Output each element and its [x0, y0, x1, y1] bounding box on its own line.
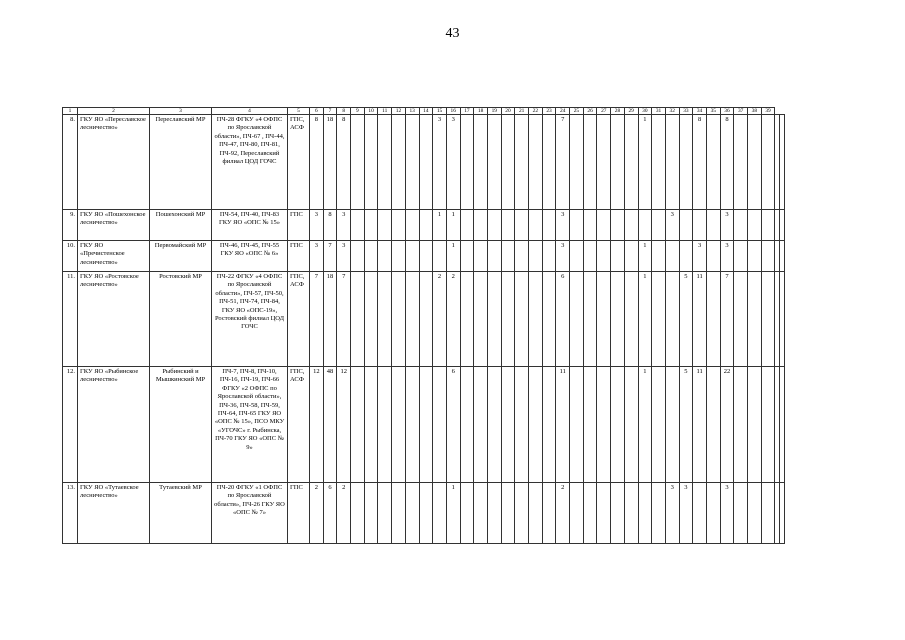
- row-number: 10.: [63, 241, 78, 272]
- column-number: 6: [310, 108, 324, 115]
- value-cell: [624, 241, 638, 272]
- value-cell: [761, 115, 775, 210]
- value-cell: [679, 115, 693, 210]
- value-cell: [501, 241, 515, 272]
- value-cell: [652, 367, 666, 483]
- organization-cell: ГКУ ЯО «Рыбинское лесничество»: [78, 367, 150, 483]
- value-cell: [392, 483, 406, 544]
- value-cell: 5: [679, 272, 693, 367]
- value-cell: [419, 483, 433, 544]
- value-cell: [624, 483, 638, 544]
- column-number: 13: [405, 108, 419, 115]
- value-cell: [351, 483, 365, 544]
- district-cell: Ростовский МР: [150, 272, 212, 367]
- column-number: 25: [570, 108, 584, 115]
- value-cell: 2: [310, 483, 324, 544]
- value-cell: [693, 210, 707, 241]
- value-cell: 3: [310, 210, 324, 241]
- column-number: 26: [583, 108, 597, 115]
- table-row: [63, 367, 785, 483]
- column-number: 18: [474, 108, 488, 115]
- value-cell: [474, 367, 488, 483]
- column-number: 1: [63, 108, 78, 115]
- value-cell: [611, 210, 625, 241]
- row-number: 9.: [63, 210, 78, 241]
- value-cell: [378, 210, 392, 241]
- column-number: 27: [597, 108, 611, 115]
- value-cell: [542, 241, 556, 272]
- value-cell: [474, 210, 488, 241]
- value-cell: [419, 367, 433, 483]
- value-cell: 7: [310, 272, 324, 367]
- value-cell: [364, 115, 378, 210]
- table-row: [63, 115, 785, 210]
- value-cell: [474, 115, 488, 210]
- value-cell: [570, 367, 584, 483]
- value-cell: [652, 115, 666, 210]
- column-number: 14: [419, 108, 433, 115]
- value-cell: [780, 367, 785, 483]
- service-type-cell: ГПС, АСФ: [288, 272, 310, 367]
- value-cell: 2: [337, 483, 351, 544]
- value-cell: [597, 241, 611, 272]
- value-cell: [570, 241, 584, 272]
- fire-units-cell: ПЧ-22 ФГКУ «4 ОФПС по Ярославской области», ПЧ-57, ПЧ-50, ПЧ-51, ПЧ-74, ПЧ-84, ГКУ ЯО «ОПС-19», Ростовский филиал ЦОД ГОЧС: [212, 272, 288, 367]
- value-cell: [583, 483, 597, 544]
- value-cell: [364, 272, 378, 367]
- value-cell: [515, 241, 529, 272]
- column-number: 37: [734, 108, 748, 115]
- value-cell: [761, 272, 775, 367]
- service-type-cell: ГПС: [288, 483, 310, 544]
- value-cell: [529, 115, 543, 210]
- value-cell: 6: [446, 367, 460, 483]
- value-cell: 11: [556, 367, 570, 483]
- value-cell: [761, 367, 775, 483]
- value-cell: 7: [556, 115, 570, 210]
- column-number: 33: [679, 108, 693, 115]
- service-type-cell: ГПС, АСФ: [288, 367, 310, 483]
- value-cell: [570, 210, 584, 241]
- value-cell: [734, 115, 748, 210]
- value-cell: 3: [693, 241, 707, 272]
- value-cell: [487, 367, 501, 483]
- value-cell: [364, 241, 378, 272]
- value-cell: [748, 241, 762, 272]
- column-number: 8: [337, 108, 351, 115]
- column-number: 10: [364, 108, 378, 115]
- value-cell: 3: [665, 210, 679, 241]
- value-cell: 3: [446, 115, 460, 210]
- column-number: 38: [748, 108, 762, 115]
- value-cell: [693, 483, 707, 544]
- value-cell: 22: [720, 367, 734, 483]
- value-cell: [392, 115, 406, 210]
- value-cell: [392, 210, 406, 241]
- value-cell: [433, 483, 447, 544]
- value-cell: [364, 367, 378, 483]
- value-cell: [419, 241, 433, 272]
- value-cell: 2: [433, 272, 447, 367]
- value-cell: [706, 115, 720, 210]
- value-cell: [542, 272, 556, 367]
- value-cell: 7: [323, 241, 337, 272]
- value-cell: [529, 210, 543, 241]
- value-cell: [665, 367, 679, 483]
- value-cell: 1: [638, 272, 652, 367]
- column-number: 39: [761, 108, 775, 115]
- value-cell: 8: [323, 210, 337, 241]
- value-cell: [405, 210, 419, 241]
- column-number: 30: [638, 108, 652, 115]
- district-cell: Рыбинский и Мышкинский МР: [150, 367, 212, 483]
- value-cell: [405, 483, 419, 544]
- value-cell: [597, 210, 611, 241]
- column-number: 2: [78, 108, 150, 115]
- column-number: 36: [720, 108, 734, 115]
- value-cell: 1: [638, 241, 652, 272]
- value-cell: [597, 115, 611, 210]
- value-cell: 8: [720, 115, 734, 210]
- value-cell: [761, 241, 775, 272]
- value-cell: 1: [433, 210, 447, 241]
- value-cell: [460, 367, 474, 483]
- value-cell: [611, 115, 625, 210]
- value-cell: [706, 210, 720, 241]
- value-cell: 48: [323, 367, 337, 483]
- column-number-row: [63, 108, 785, 115]
- organization-cell: ГКУ ЯО «Переславское лесничество»: [78, 115, 150, 210]
- value-cell: [583, 115, 597, 210]
- value-cell: [624, 210, 638, 241]
- value-cell: [378, 241, 392, 272]
- value-cell: [611, 241, 625, 272]
- value-cell: [734, 272, 748, 367]
- value-cell: [542, 483, 556, 544]
- value-cell: [652, 241, 666, 272]
- column-number: 9: [351, 108, 365, 115]
- row-number: 8.: [63, 115, 78, 210]
- value-cell: [706, 272, 720, 367]
- value-cell: [611, 483, 625, 544]
- value-cell: [405, 115, 419, 210]
- value-cell: [706, 367, 720, 483]
- value-cell: [433, 367, 447, 483]
- value-cell: 5: [679, 367, 693, 483]
- value-cell: [597, 483, 611, 544]
- column-number: 23: [542, 108, 556, 115]
- value-cell: [611, 272, 625, 367]
- value-cell: [405, 367, 419, 483]
- value-cell: 7: [337, 272, 351, 367]
- value-cell: [780, 241, 785, 272]
- value-cell: [515, 115, 529, 210]
- row-number: 13.: [63, 483, 78, 544]
- value-cell: [583, 210, 597, 241]
- value-cell: [515, 272, 529, 367]
- column-number: 24: [556, 108, 570, 115]
- organization-cell: ГКУ ЯО «Ростовское лесничество»: [78, 272, 150, 367]
- value-cell: [433, 241, 447, 272]
- value-cell: [364, 210, 378, 241]
- value-cell: [542, 367, 556, 483]
- value-cell: [665, 241, 679, 272]
- value-cell: [597, 367, 611, 483]
- column-number: 3: [150, 108, 212, 115]
- value-cell: [652, 272, 666, 367]
- value-cell: [624, 272, 638, 367]
- value-cell: [351, 210, 365, 241]
- column-number: 15: [433, 108, 447, 115]
- fire-units-cell: ПЧ-28 ФГКУ «4 ОФПС по Ярославской области», ПЧ-67 , ПЧ-44, ПЧ-47, ПЧ-80, ПЧ-81, ПЧ-92, Переславский филиал ЦОД ГОЧС: [212, 115, 288, 210]
- service-type-cell: ГПС: [288, 241, 310, 272]
- value-cell: 3: [337, 210, 351, 241]
- value-cell: [665, 272, 679, 367]
- value-cell: [638, 210, 652, 241]
- value-cell: 8: [310, 115, 324, 210]
- value-cell: [501, 272, 515, 367]
- page-number: 43: [445, 26, 460, 41]
- value-cell: [734, 367, 748, 483]
- table-row: [63, 272, 785, 367]
- value-cell: [515, 483, 529, 544]
- value-cell: [378, 367, 392, 483]
- column-number: 17: [460, 108, 474, 115]
- value-cell: [780, 272, 785, 367]
- value-cell: [583, 367, 597, 483]
- value-cell: 18: [323, 272, 337, 367]
- value-cell: [460, 241, 474, 272]
- value-cell: [501, 115, 515, 210]
- value-cell: 3: [433, 115, 447, 210]
- value-cell: [748, 210, 762, 241]
- value-cell: 3: [556, 210, 570, 241]
- row-number: 12.: [63, 367, 78, 483]
- value-cell: [570, 483, 584, 544]
- value-cell: [780, 115, 785, 210]
- value-cell: [706, 241, 720, 272]
- value-cell: 1: [446, 241, 460, 272]
- column-number: 29: [624, 108, 638, 115]
- value-cell: [748, 367, 762, 483]
- value-cell: [734, 210, 748, 241]
- value-cell: [487, 115, 501, 210]
- organization-cell: ГКУ ЯО «Пошехонское лесничество»: [78, 210, 150, 241]
- value-cell: 6: [556, 272, 570, 367]
- value-cell: [392, 241, 406, 272]
- value-cell: [638, 483, 652, 544]
- column-number: 11: [378, 108, 392, 115]
- row-number: 11.: [63, 272, 78, 367]
- value-cell: 1: [638, 367, 652, 483]
- value-cell: [665, 115, 679, 210]
- value-cell: 8: [337, 115, 351, 210]
- value-cell: [748, 483, 762, 544]
- table-row: [63, 210, 785, 241]
- value-cell: [542, 210, 556, 241]
- value-cell: [474, 483, 488, 544]
- value-cell: [570, 272, 584, 367]
- value-cell: 3: [720, 483, 734, 544]
- column-number: 4: [212, 108, 288, 115]
- column-number: 7: [323, 108, 337, 115]
- value-cell: 3: [556, 241, 570, 272]
- value-cell: [419, 272, 433, 367]
- value-cell: [624, 115, 638, 210]
- value-cell: [474, 272, 488, 367]
- value-cell: [351, 272, 365, 367]
- value-cell: [583, 241, 597, 272]
- value-cell: [761, 483, 775, 544]
- value-cell: [460, 272, 474, 367]
- value-cell: [460, 483, 474, 544]
- value-cell: 8: [693, 115, 707, 210]
- value-cell: [515, 210, 529, 241]
- value-cell: [652, 483, 666, 544]
- column-number: 32: [665, 108, 679, 115]
- value-cell: [351, 241, 365, 272]
- column-number: 28: [611, 108, 625, 115]
- value-cell: [780, 210, 785, 241]
- value-cell: 3: [665, 483, 679, 544]
- value-cell: [501, 367, 515, 483]
- fire-units-cell: ПЧ-20 ФГКУ «1 ОФПС по Ярославской области», ПЧ-26 ГКУ ЯО «ОПС № 7»: [212, 483, 288, 544]
- service-type-cell: ГПС: [288, 210, 310, 241]
- value-cell: [392, 272, 406, 367]
- value-cell: [460, 115, 474, 210]
- column-number: 21: [515, 108, 529, 115]
- value-cell: [392, 367, 406, 483]
- value-cell: [487, 272, 501, 367]
- value-cell: [679, 241, 693, 272]
- value-cell: 1: [446, 210, 460, 241]
- value-cell: [679, 210, 693, 241]
- value-cell: [351, 115, 365, 210]
- value-cell: [501, 210, 515, 241]
- value-cell: 2: [556, 483, 570, 544]
- value-cell: [487, 210, 501, 241]
- organization-cell: ГКУ ЯО «Тутаевское лесничество»: [78, 483, 150, 544]
- column-number: 5: [288, 108, 310, 115]
- value-cell: [734, 241, 748, 272]
- value-cell: [460, 210, 474, 241]
- table-row: [63, 241, 785, 272]
- value-cell: [405, 241, 419, 272]
- value-cell: 2: [446, 272, 460, 367]
- column-number: 34: [693, 108, 707, 115]
- value-cell: [351, 367, 365, 483]
- value-cell: [515, 367, 529, 483]
- value-cell: [706, 483, 720, 544]
- value-cell: [419, 210, 433, 241]
- value-cell: [378, 483, 392, 544]
- value-cell: 7: [720, 272, 734, 367]
- column-number: 31: [652, 108, 666, 115]
- value-cell: 3: [679, 483, 693, 544]
- value-cell: [529, 483, 543, 544]
- value-cell: [529, 367, 543, 483]
- column-number: 19: [487, 108, 501, 115]
- value-cell: 3: [310, 241, 324, 272]
- value-cell: 1: [638, 115, 652, 210]
- district-cell: Тутаевский МР: [150, 483, 212, 544]
- fire-units-cell: ПЧ-46, ПЧ-45, ПЧ-55 ГКУ ЯО «ОПС № 6»: [212, 241, 288, 272]
- value-cell: [529, 272, 543, 367]
- value-cell: [405, 272, 419, 367]
- value-cell: 3: [720, 241, 734, 272]
- value-cell: [474, 241, 488, 272]
- value-cell: [734, 483, 748, 544]
- value-cell: [542, 115, 556, 210]
- district-cell: Переславский МР: [150, 115, 212, 210]
- column-number: 20: [501, 108, 515, 115]
- value-cell: 3: [337, 241, 351, 272]
- value-cell: [570, 115, 584, 210]
- value-cell: [597, 272, 611, 367]
- organization-cell: ГКУ ЯО «Пречистенское лесничество»: [78, 241, 150, 272]
- value-cell: 12: [337, 367, 351, 483]
- column-number: 22: [529, 108, 543, 115]
- value-cell: [652, 210, 666, 241]
- value-cell: 18: [323, 115, 337, 210]
- value-cell: [378, 115, 392, 210]
- value-cell: [748, 272, 762, 367]
- value-cell: [529, 241, 543, 272]
- value-cell: [487, 483, 501, 544]
- district-cell: Первомайский МР: [150, 241, 212, 272]
- value-cell: [583, 272, 597, 367]
- value-cell: 1: [446, 483, 460, 544]
- fire-units-cell: ПЧ-54, ПЧ-40, ПЧ-83 ГКУ ЯО «ОПС № 15»: [212, 210, 288, 241]
- column-number: 12: [392, 108, 406, 115]
- table-row: [63, 483, 785, 544]
- fire-units-cell: ПЧ-7, ПЧ-8, ПЧ-10, ПЧ-16, ПЧ-19, ПЧ-66 ФГКУ «2 ОФПС по Ярославской области», ПЧ-36, ПЧ-58, ПЧ-59, ПЧ-64, ПЧ-65 ГКУ ЯО «ОПС № 15», ПСО МКУ «УГОЧС» г. Рыбинска, ПЧ-70 ГКУ ЯО «ОПС № 9»: [212, 367, 288, 483]
- forest-fire-resources-table: [62, 107, 785, 544]
- district-cell: Пошехонский МР: [150, 210, 212, 241]
- value-cell: [378, 272, 392, 367]
- value-cell: [487, 241, 501, 272]
- value-cell: 11: [693, 367, 707, 483]
- value-cell: [611, 367, 625, 483]
- value-cell: [761, 210, 775, 241]
- service-type-cell: ГПС, АСФ: [288, 115, 310, 210]
- value-cell: [624, 367, 638, 483]
- column-number: 16: [446, 108, 460, 115]
- value-cell: 11: [693, 272, 707, 367]
- value-cell: [748, 115, 762, 210]
- value-cell: [780, 483, 785, 544]
- value-cell: 12: [310, 367, 324, 483]
- column-number: 35: [706, 108, 720, 115]
- value-cell: [501, 483, 515, 544]
- value-cell: [419, 115, 433, 210]
- value-cell: [364, 483, 378, 544]
- value-cell: 6: [323, 483, 337, 544]
- value-cell: 3: [720, 210, 734, 241]
